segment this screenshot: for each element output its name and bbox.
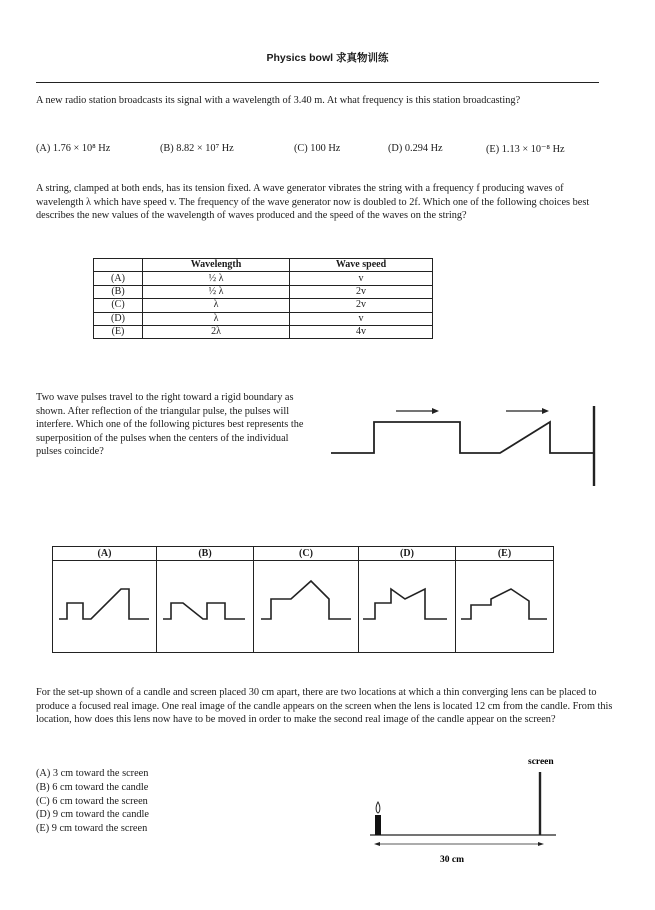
table-cell: 2v bbox=[290, 285, 433, 298]
wave-table bbox=[93, 258, 433, 339]
table-cell: ½ λ bbox=[143, 285, 290, 298]
table-cell: (C) bbox=[94, 299, 143, 312]
table-header bbox=[94, 259, 143, 272]
table-cell: v bbox=[290, 272, 433, 285]
choice-label-d[interactable]: (D) bbox=[359, 547, 456, 561]
arrow-right-icon bbox=[506, 408, 549, 414]
table-cell: v bbox=[290, 312, 433, 325]
table-cell: (E) bbox=[94, 325, 143, 338]
header-divider bbox=[36, 82, 599, 83]
table-header: Wave speed bbox=[290, 259, 433, 272]
question-2-text: A string, clamped at both ends, has its tension fixed. A wave generator vibrates the string with a frequency f producing waves of wavelength λ which have speed v. The frequency of the wave generator now is doubled to 2f. Which one of the following choices best describes the new values of the wavelength of waves produced and the speed of the waves on the string? bbox=[36, 183, 590, 222]
q4-option-c[interactable]: (C) 6 cm toward the screen bbox=[36, 795, 148, 807]
superposition-choices bbox=[52, 546, 554, 653]
table-cell: λ bbox=[143, 299, 290, 312]
choice-waveforms bbox=[53, 561, 553, 652]
choice-label-c[interactable]: (C) bbox=[254, 547, 359, 561]
table-row[interactable] bbox=[94, 312, 433, 325]
pulse-diagram bbox=[326, 400, 606, 490]
table-cell: 4v bbox=[290, 325, 433, 338]
choice-c-waveform[interactable] bbox=[261, 581, 351, 619]
table-cell: (A) bbox=[94, 272, 143, 285]
distance-arrow bbox=[374, 842, 544, 846]
screen-label: screen bbox=[528, 757, 554, 767]
choice-b-waveform[interactable] bbox=[163, 603, 245, 619]
table-cell: 2v bbox=[290, 299, 433, 312]
flame-icon bbox=[376, 802, 380, 813]
q1-option-b[interactable]: (B) 8.82 × 10⁷ Hz bbox=[160, 143, 234, 154]
q4-option-a[interactable]: (A) 3 cm toward the screen bbox=[36, 768, 149, 779]
table-header: Wavelength bbox=[143, 259, 290, 272]
choice-label-e[interactable]: (E) bbox=[456, 547, 553, 561]
q4-option-b[interactable]: (B) 6 cm toward the candle bbox=[36, 781, 149, 793]
choice-label-b[interactable]: (B) bbox=[157, 547, 254, 561]
question-4-text: For the set-up shown of a candle and screen placed 30 cm apart, there are two locations at which a thin converging lens can be placed to produce a focused real image. One real image of the candle appears on the screen when the lens is located 12 cm from the candle. From this location, how does this lens now have to be moved in order to make the second real image of the candle appear on the screen? bbox=[36, 687, 613, 726]
q4-option-d[interactable]: (D) 9 cm toward the candle bbox=[36, 809, 149, 821]
table-cell: ½ λ bbox=[143, 272, 290, 285]
candle-screen-diagram bbox=[360, 752, 590, 870]
table-cell: 2λ bbox=[143, 325, 290, 338]
candle bbox=[375, 815, 381, 835]
table-cell: λ bbox=[143, 312, 290, 325]
arrow-right-icon bbox=[396, 408, 439, 414]
distance-label: 30 cm bbox=[440, 855, 465, 865]
choice-e-waveform[interactable] bbox=[461, 589, 547, 619]
table-row[interactable] bbox=[94, 325, 433, 338]
choice-a-waveform[interactable] bbox=[59, 589, 149, 619]
page-title: Physics bowl 求真物训练 bbox=[266, 52, 389, 64]
question-1-text: A new radio station broadcasts its signal with a wavelength of 3.40 m. At what frequency is this station broadcasting? bbox=[36, 95, 521, 106]
q1-option-a[interactable]: (A) 1.76 × 10⁸ Hz bbox=[36, 143, 111, 154]
choice-label-a[interactable]: (A) bbox=[53, 547, 157, 561]
q1-option-e[interactable]: (E) 1.13 × 10⁻⁸ Hz bbox=[486, 144, 565, 155]
table-cell: (D) bbox=[94, 312, 143, 325]
table-header-row bbox=[94, 259, 433, 272]
q4-option-e[interactable]: (E) 9 cm toward the screen bbox=[36, 823, 148, 835]
q1-option-c[interactable]: (C) 100 Hz bbox=[294, 143, 341, 154]
choice-d-waveform[interactable] bbox=[363, 589, 447, 619]
table-row[interactable] bbox=[94, 285, 433, 298]
table-cell: (B) bbox=[94, 285, 143, 298]
q1-option-d[interactable]: (D) 0.294 Hz bbox=[388, 143, 443, 154]
pulse-waveform bbox=[331, 422, 594, 453]
question-3-text: Two wave pulses travel to the right toward a rigid boundary as shown. After reflection of the triangular pulse, the pulses will interfere. Which one of the following pictures best represents the superposition of the pulses when the centers of the individual pulses coincide? bbox=[36, 392, 304, 458]
question-4-options bbox=[36, 767, 236, 836]
table-row[interactable] bbox=[94, 299, 433, 312]
table-row[interactable] bbox=[94, 272, 433, 285]
